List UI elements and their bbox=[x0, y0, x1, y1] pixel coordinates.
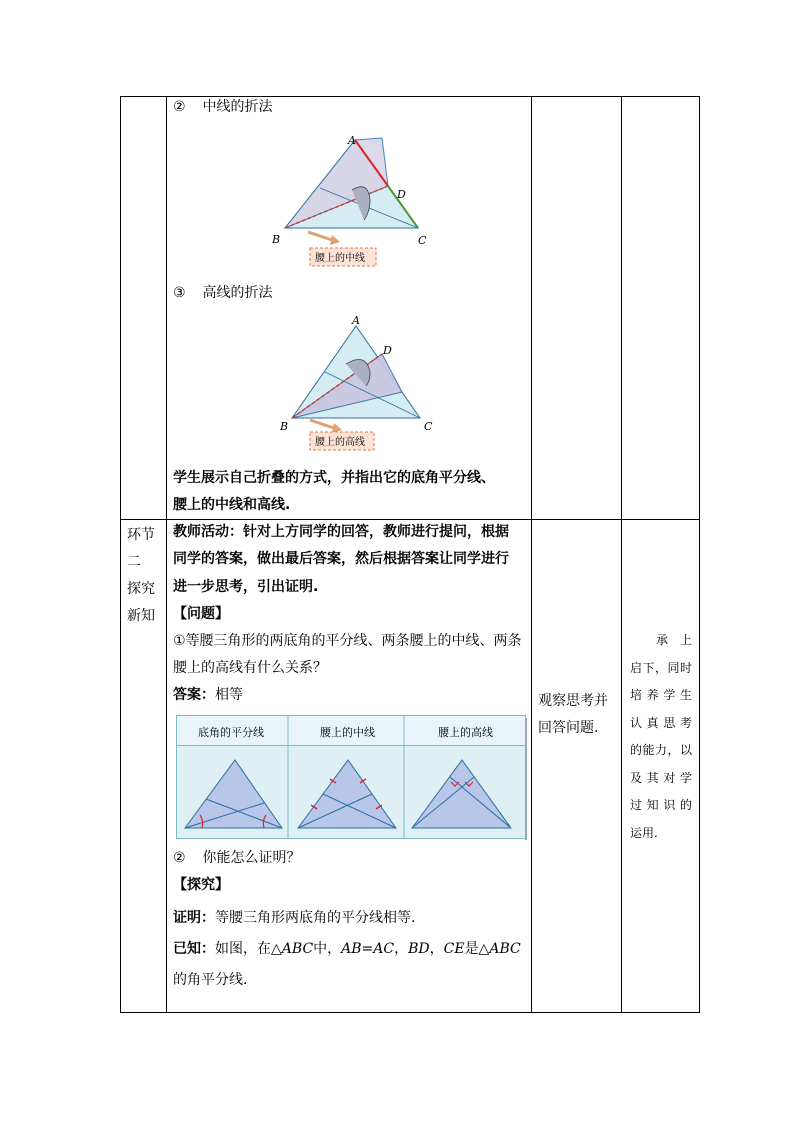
stage-label bbox=[127, 522, 167, 630]
altitude-fold-heading bbox=[173, 284, 272, 302]
remark-line-6: 及其对学 bbox=[630, 770, 692, 785]
median-vertex-b: B bbox=[272, 233, 281, 246]
median-fold-title: 中线的折法 bbox=[202, 99, 273, 115]
altitude-vertex-a: A bbox=[352, 314, 360, 327]
table-col-divider-2 bbox=[531, 96, 532, 1013]
given-part-2: 中， bbox=[313, 941, 342, 957]
remark-line-8: 运用. bbox=[630, 825, 658, 840]
question-1-line-1: ①等腰三角形的两底角的平分线、两条腰上的中线、两条 bbox=[173, 633, 522, 649]
remark-line-2: 启下，同时 bbox=[630, 660, 692, 675]
altitude-vertex-d: D bbox=[383, 344, 392, 357]
altitude-label: 腰上的高线 bbox=[315, 437, 365, 448]
altitude-fold-title: 高线的折法 bbox=[202, 285, 273, 301]
remark-line-3: 培养学生 bbox=[630, 688, 692, 702]
given-part-1: 如图，在△ bbox=[215, 941, 282, 957]
altitude-pointer-arrow bbox=[310, 420, 334, 428]
proof-label: 证明： bbox=[173, 910, 215, 926]
median-vertex-d: D bbox=[397, 188, 406, 201]
student-activity-line-1: 观察思考并 bbox=[538, 693, 608, 709]
teacher-line-2: 同学的答案，做出最后答案，然后根据答案让同学进行 bbox=[173, 551, 509, 567]
stage-line-2: 二 bbox=[127, 554, 141, 570]
altitude-fold-diagram bbox=[270, 312, 440, 454]
given-part-4: ， bbox=[429, 941, 444, 957]
table-col-divider-3 bbox=[621, 96, 622, 1013]
remark-line-4: 认真思考 bbox=[630, 715, 692, 730]
proof-line bbox=[173, 909, 415, 927]
student-activity-line-2: 回答问题. bbox=[538, 720, 599, 736]
stage-line-1: 环节 bbox=[127, 527, 155, 543]
student-show-line-1: 学生展示自己折叠的方式，并指出它的底角平分线、 bbox=[173, 470, 495, 486]
design-remark bbox=[630, 627, 692, 847]
answer-value: 相等 bbox=[215, 687, 243, 703]
given-ab-ac: AB=AC bbox=[341, 941, 395, 957]
question-1-line-2: 腰上的高线有什么关系？ bbox=[173, 660, 327, 676]
table-left-border bbox=[120, 96, 121, 1013]
given-abc-2: ABC bbox=[489, 941, 521, 957]
altitude-vertex-c: C bbox=[424, 420, 433, 433]
comparison-header-2: 腰上的中线 bbox=[320, 726, 375, 739]
student-show-line-2: 腰上的中线和高线. bbox=[173, 497, 291, 513]
remark-line-7: 过知识的 bbox=[630, 798, 692, 812]
proof-text: 等腰三角形两底角的平分线相等. bbox=[215, 910, 416, 926]
comparison-figure bbox=[176, 715, 527, 840]
given-bd: BD bbox=[408, 941, 430, 957]
stage-line-4: 新知 bbox=[127, 608, 155, 624]
median-fold-diagram bbox=[260, 128, 440, 273]
question-2-line bbox=[173, 849, 300, 867]
answer-line bbox=[173, 686, 243, 704]
altitude-vertex-b: B bbox=[280, 420, 289, 433]
median-vertex-c: C bbox=[418, 234, 427, 247]
table-right-border bbox=[699, 96, 700, 1013]
median-pointer-arrow bbox=[308, 232, 332, 240]
answer-label: 答案： bbox=[173, 687, 215, 703]
given-line-1 bbox=[173, 940, 521, 958]
teacher-line-3: 进一步思考，引出证明. bbox=[173, 579, 319, 595]
question-2-marker: ② bbox=[173, 850, 186, 866]
teacher-line-1: 教师活动：针对上方同学的回答，教师进行提问，根据 bbox=[173, 524, 509, 540]
comparison-header-3: 腰上的高线 bbox=[438, 726, 493, 739]
table-row-divider bbox=[120, 519, 700, 520]
altitude-fold-marker: ③ bbox=[173, 285, 186, 301]
comparison-header-1: 底角的平分线 bbox=[198, 726, 264, 739]
explore-header: 【探究】 bbox=[173, 877, 229, 893]
given-label: 已知： bbox=[173, 941, 215, 957]
stage-line-3: 探究 bbox=[127, 581, 155, 597]
given-part-5: 是△ bbox=[464, 941, 490, 957]
question-header: 【问题】 bbox=[173, 606, 229, 622]
given-abc: ABC bbox=[281, 941, 314, 957]
median-vertex-a: A bbox=[348, 134, 356, 147]
remark-line-1: 承上 bbox=[656, 633, 692, 647]
given-part-3: ， bbox=[394, 941, 409, 957]
median-fold-heading bbox=[173, 98, 272, 116]
median-pointer-head bbox=[330, 235, 340, 245]
table-bottom-border bbox=[120, 1012, 700, 1013]
given-line-2: 的角平分线. bbox=[173, 972, 248, 988]
median-label: 腰上的中线 bbox=[315, 253, 365, 264]
remark-line-5: 的能力，以 bbox=[630, 743, 692, 757]
table-top-border bbox=[120, 96, 700, 97]
median-fold-marker: ② bbox=[173, 99, 186, 115]
given-ce: CE bbox=[443, 941, 465, 957]
question-2-text: 你能怎么证明？ bbox=[202, 850, 301, 866]
